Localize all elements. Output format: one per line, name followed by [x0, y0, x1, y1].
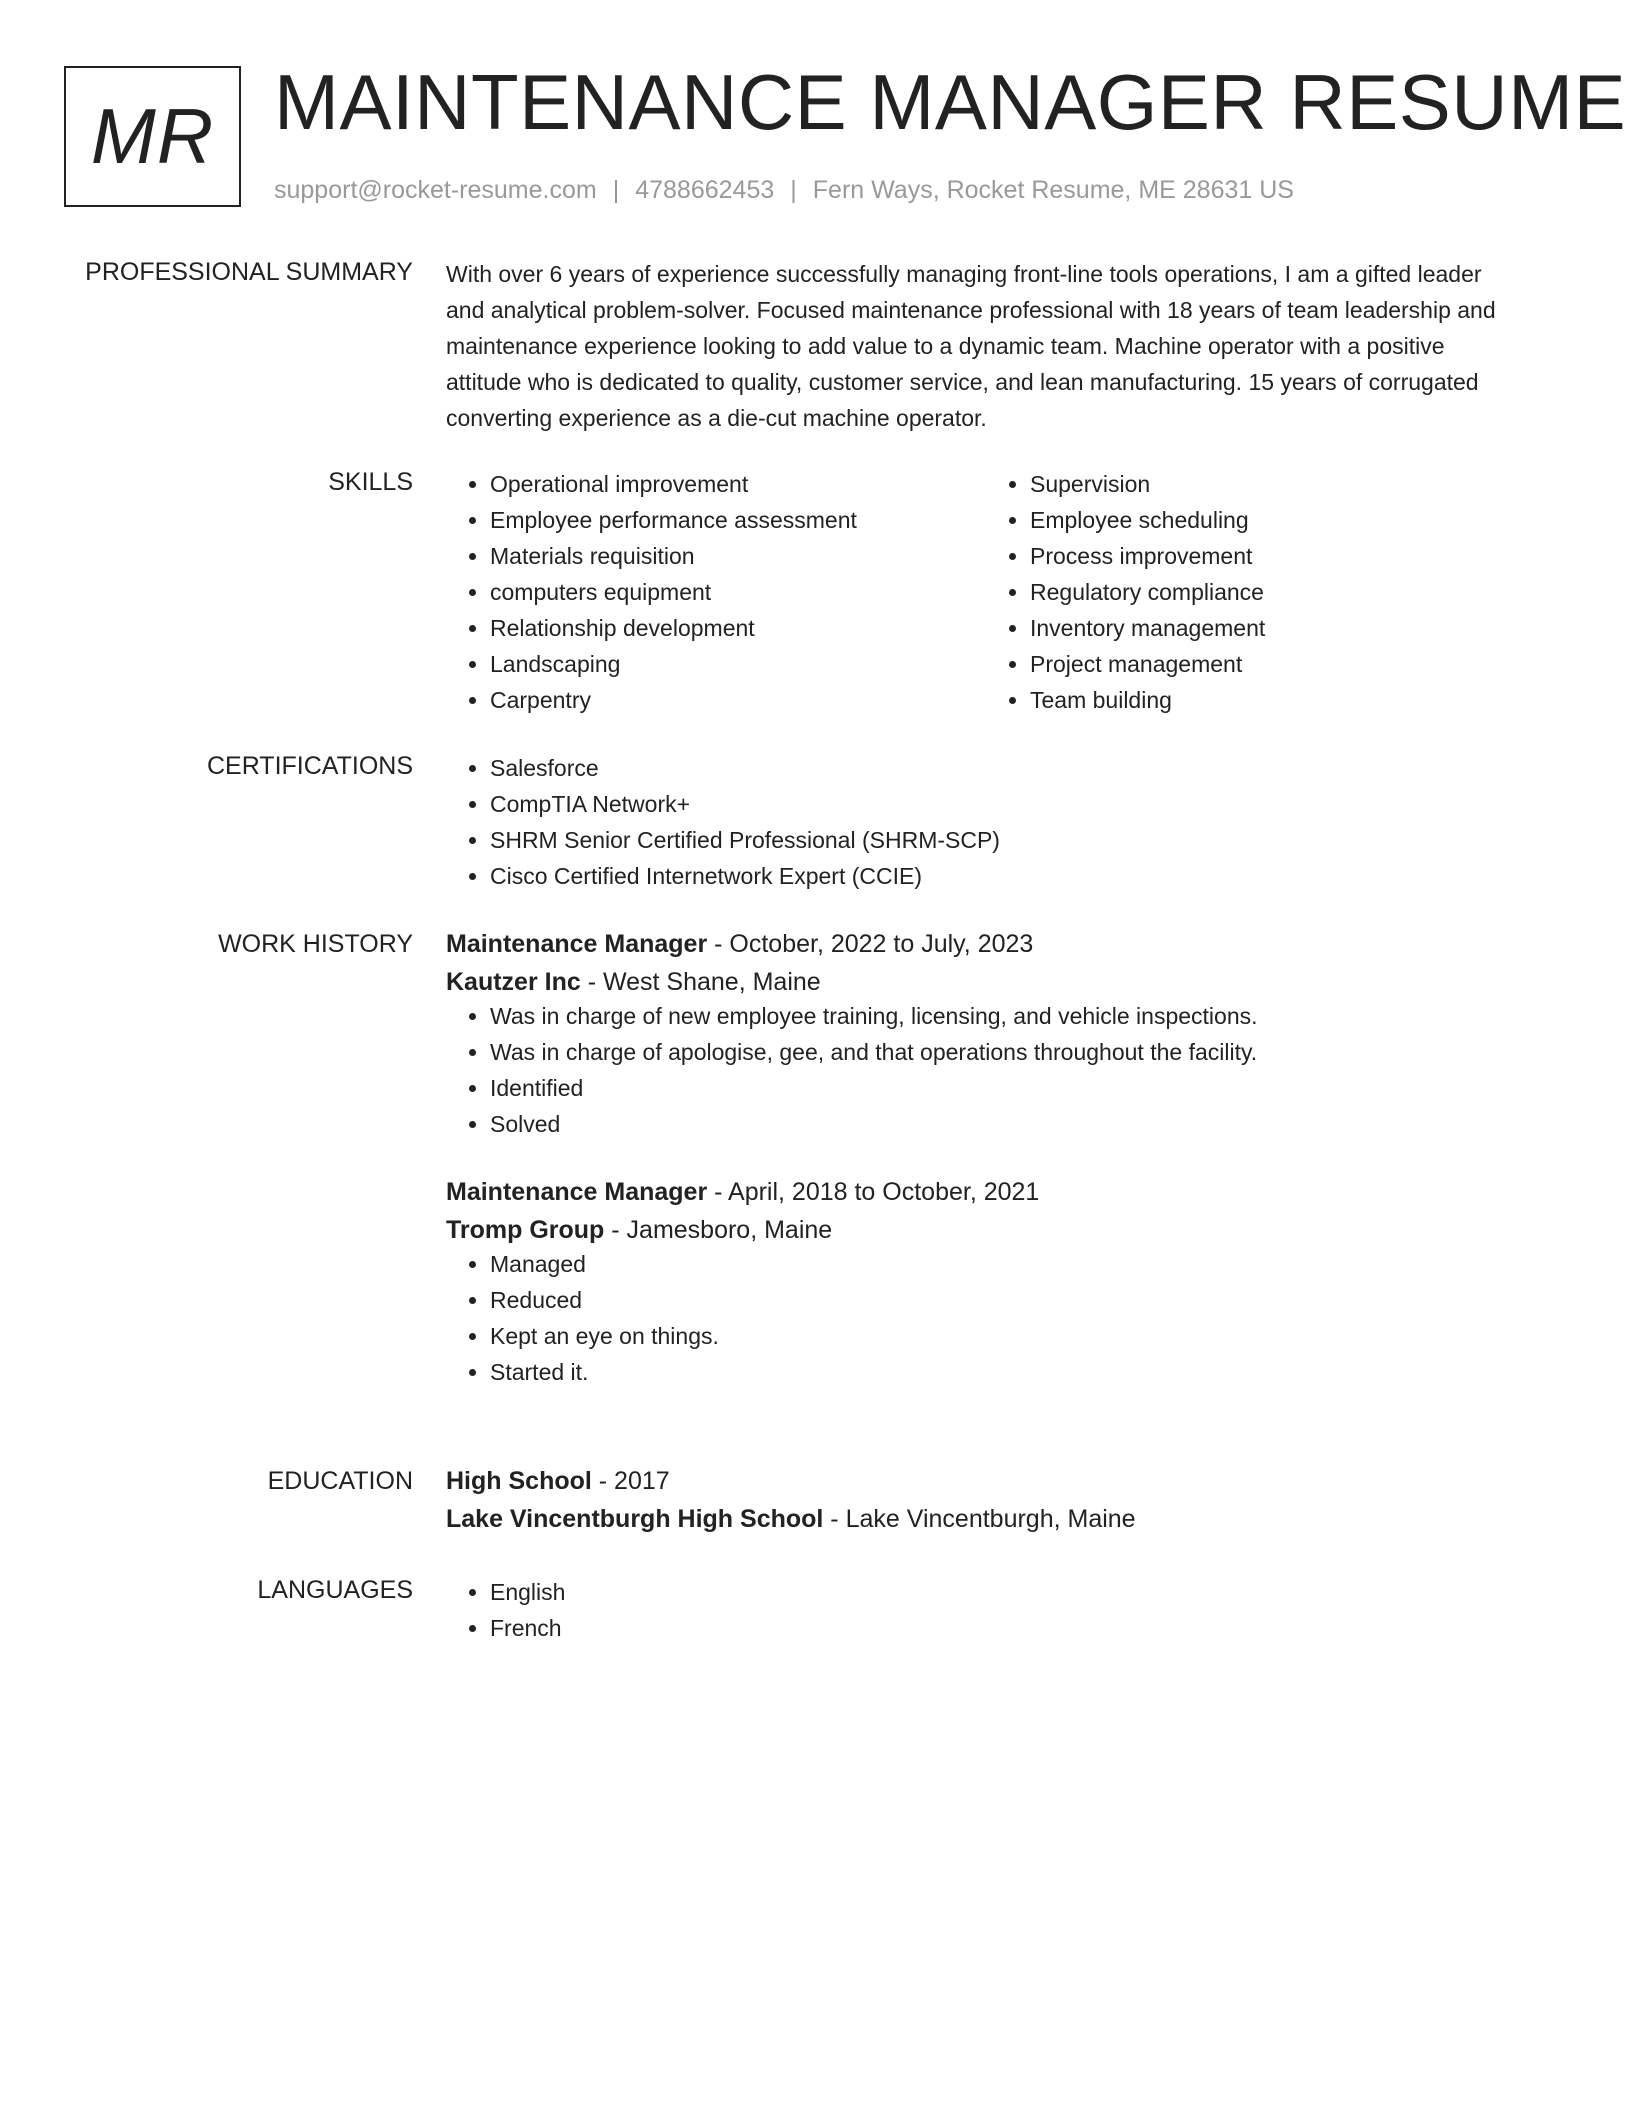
- job-entry: [446, 1176, 1526, 1390]
- company-line: [446, 1214, 1526, 1246]
- languages-list: [446, 1574, 1526, 1646]
- list-item: • Inventory management: [1030, 610, 1526, 646]
- job-entry: [446, 928, 1526, 1142]
- degree: High School: [446, 1467, 592, 1495]
- section-body: [446, 256, 1526, 436]
- skills-list-left: [446, 466, 986, 718]
- list-item: • Managed: [490, 1246, 1526, 1282]
- school-name: Lake Vincentburgh High School: [446, 1505, 824, 1533]
- section-body: [446, 1574, 1526, 1646]
- section-body: [446, 750, 1526, 894]
- skills-list-right: [986, 466, 1526, 718]
- section-label: LANGUAGES: [257, 1576, 413, 1604]
- section-label: EDUCATION: [267, 1467, 413, 1495]
- list-item: • Carpentry: [490, 682, 986, 718]
- monogram-initials: MR: [64, 66, 241, 207]
- list-item: • Operational improvement: [490, 466, 986, 502]
- contact-separator: |: [790, 176, 797, 204]
- list-item: • Materials requisition: [490, 538, 986, 574]
- school-line: [446, 1503, 1526, 1535]
- contact-separator: |: [612, 176, 620, 204]
- job-bullets: [446, 998, 1526, 1142]
- company-line: [446, 966, 1526, 998]
- list-item: • Was in charge of new employee training, licensing, and vehicle inspections.: [490, 998, 1526, 1034]
- company-location: - West Shane, Maine: [580, 968, 821, 996]
- degree-line: [446, 1465, 1526, 1497]
- list-item: • SHRM Senior Certified Professional (SHRM-SCP): [490, 822, 1526, 858]
- list-item: • Cisco Certified Internetwork Expert (CCIE): [490, 858, 1526, 894]
- job-dates: - October, 2022 to July, 2023: [707, 930, 1034, 958]
- skills-grid: [446, 466, 1526, 718]
- company-location: - Jamesboro, Maine: [604, 1216, 833, 1244]
- contact-email[interactable]: support@rocket-resume.com: [274, 176, 597, 204]
- section-label: WORK HISTORY: [218, 930, 413, 958]
- list-item: • Process improvement: [1030, 538, 1526, 574]
- list-item: • Salesforce: [490, 750, 1526, 786]
- job-title-line: [446, 928, 1526, 960]
- job-title: Maintenance Manager: [446, 1178, 708, 1206]
- list-item: • Supervision: [1030, 466, 1526, 502]
- school-location: - Lake Vincentburgh, Maine: [823, 1505, 1136, 1533]
- job-dates: - April, 2018 to October, 2021: [707, 1178, 1040, 1206]
- company-name: Tromp Group: [446, 1216, 605, 1244]
- job-bullets: [446, 1246, 1526, 1390]
- section-label: SKILLS: [328, 468, 413, 496]
- list-item: • Employee performance assessment: [490, 502, 986, 538]
- list-item: • computers equipment: [490, 574, 986, 610]
- list-item: • Started it.: [490, 1354, 1526, 1390]
- list-item: • Solved: [490, 1106, 1526, 1142]
- list-item: • Was in charge of apologise, gee, and that operations throughout the facility.: [490, 1034, 1526, 1070]
- section-body: [446, 1465, 1526, 1535]
- resume-title: MAINTENANCE MANAGER RESUME: [274, 58, 1627, 146]
- list-item: • Employee scheduling: [1030, 502, 1526, 538]
- list-item: • English: [490, 1574, 1526, 1610]
- section-body: [446, 466, 1526, 718]
- list-item: • Relationship development: [490, 610, 986, 646]
- summary-text: With over 6 years of experience successfully managing front-line tools operations, I am a gifted leader and analytical problem-solver. Focused maintenance professional with 18 years of team leadership and maintenance experience looking to add value to a dynamic team. Machine operator with a positive attitude who is dedicated to quality, customer service, and lean manufacturing. 15 years of corrugated converting experience as a die-cut machine operator.: [446, 261, 1496, 431]
- job-title-line: [446, 1176, 1526, 1208]
- list-item: • Landscaping: [490, 646, 986, 682]
- company-name: Kautzer Inc: [446, 968, 581, 996]
- contact-phone[interactable]: 4788662453: [635, 176, 775, 204]
- contact-address: Fern Ways, Rocket Resume, ME 28631 US: [812, 176, 1294, 204]
- graduation-year: - 2017: [591, 1467, 670, 1495]
- certifications-list: [446, 750, 1526, 894]
- section-label: PROFESSIONAL SUMMARY: [85, 258, 413, 286]
- job-title: Maintenance Manager: [446, 930, 708, 958]
- list-item: • French: [490, 1610, 1526, 1646]
- section-body: [446, 928, 1526, 1390]
- contact-line: [274, 174, 1294, 206]
- list-item: • Project management: [1030, 646, 1526, 682]
- list-item: • Identified: [490, 1070, 1526, 1106]
- section-label: CERTIFICATIONS: [206, 752, 413, 780]
- list-item: • Team building: [1030, 682, 1526, 718]
- list-item: • CompTIA Network+: [490, 786, 1526, 822]
- list-item: • Kept an eye on things.: [490, 1318, 1526, 1354]
- list-item: • Regulatory compliance: [1030, 574, 1526, 610]
- list-item: • Reduced: [490, 1282, 1526, 1318]
